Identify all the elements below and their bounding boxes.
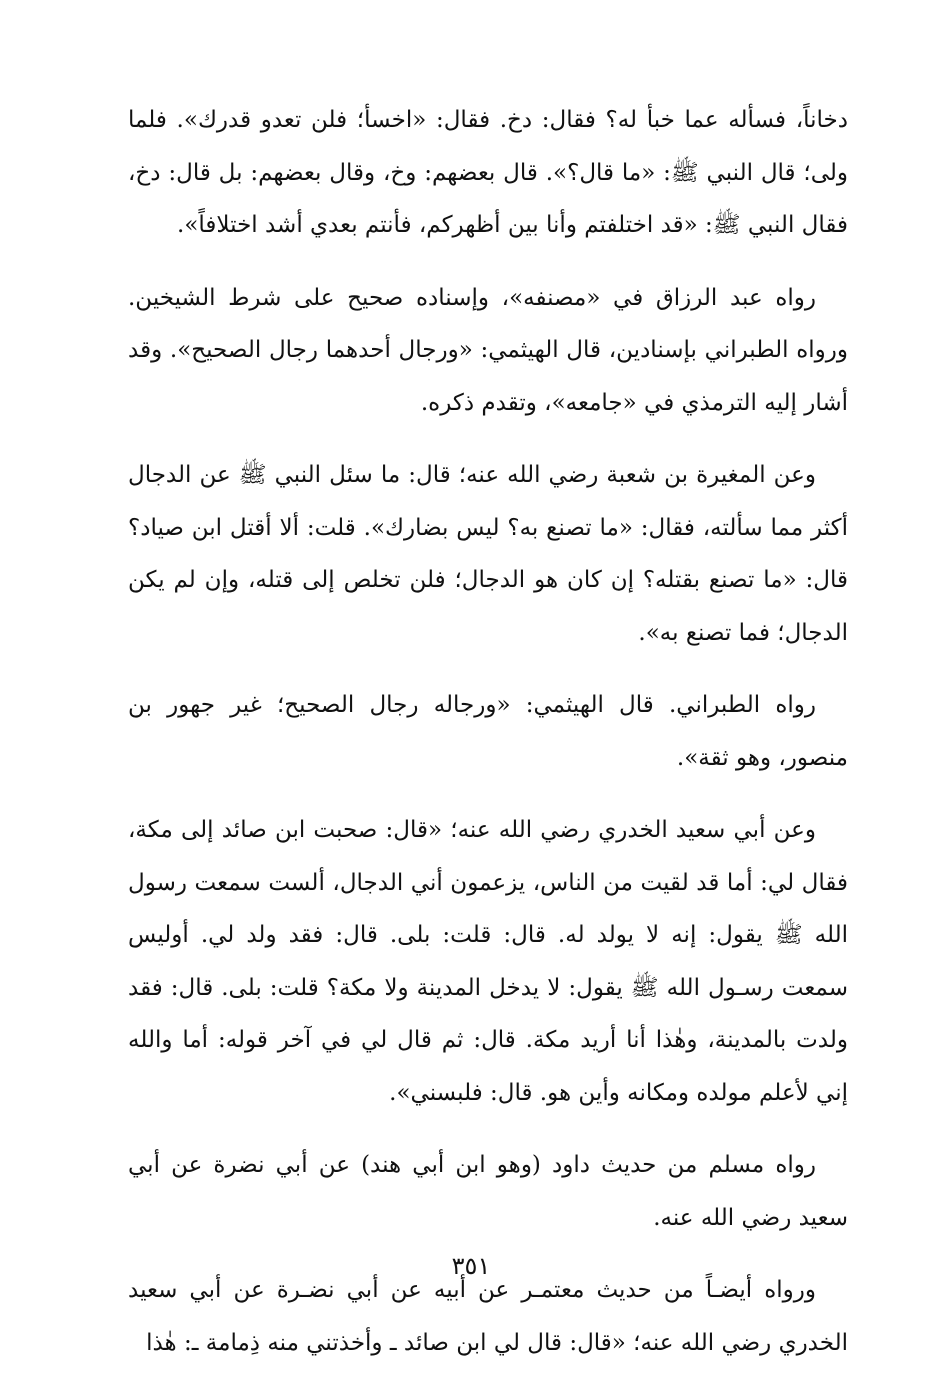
page-number: ٣٥١ bbox=[451, 1252, 491, 1280]
paragraph-tabarani-source: رواه الطبراني. قال الهيثمي: «ورجاله رجال الصحيح؛ غير جهور بن منصور، وهو ثقة». bbox=[128, 692, 848, 771]
page-body bbox=[128, 94, 848, 1389]
paragraph-abdulrazzaq-source: رواه عبد الرزاق في «مصنفه»، وإسناده صحيح على شرط الشيخين. ورواه الطبراني بإسنادين، قال الهيثمي: «ورجال أحدهما رجال الصحيح». وقد أشار إليه الترمذي في «جامعه»، وتقدم ذكره. bbox=[128, 284, 848, 416]
paragraph-abu-saeed-hadith: وعن أبي سعيد الخدري رضي الله عنه؛ «قال: صحبت ابن صائد إلى مكة، فقال لي: أما قد لقيت من الناس، يزعمون أني الدجال، ألست سمعت رسول الله ﷺ يقول: إنه لا يولد له. قال: قلت: بلى. قال: فقد ولد لي. أوليس سمعت رسـول الله ﷺ يقول: لا يدخل المدينة ولا مكة؟ قلت: بلى. قال: فقد ولدت بالمدينة، وهٰذا أنا أريد مكة. قال: ثم قال لي في آخر قوله: أما والله إني لأعلم مولده ومكانه وأين هو. قال: فلبسني». bbox=[128, 817, 848, 1106]
paragraph-muslim-source: رواه مسلم من حديث داود (وهو ابن أبي هند) عن أبي نضرة عن أبي سعيد رضي الله عنه. bbox=[128, 1152, 848, 1231]
paragraph-mughira-hadith: وعن المغيرة بن شعبة رضي الله عنه؛ قال: ما سئل النبي ﷺ عن الدجال أكثر مما سألته، فقال: «ما تصنع به؟ ليس بضارك». قلت: ألا أقتل ابن صياد؟ قال: «ما تصنع بقتله؟ إن كان هو الدجال؛ فلن تخلص إلى قتله، وإن لم يكن الدجال؛ فما تصنع به». bbox=[128, 462, 848, 646]
paragraph-hadith-dukh: دخاناً، فسأله عما خبأ له؟ فقال: دخ. فقال: «اخسأ؛ فلن تعدو قدرك». فلما ولى؛ قال النبي ﷺ: «ما قال؟». قال بعضهم: وخ، وقال بعضهم: بل قال: دخ، فقال النبي ﷺ: «قد اختلفتم وأنا بين أظهركم، فأنتم بعدي أشد اختلافاً». bbox=[128, 107, 848, 238]
paragraph-muslim-second-narration: ورواه أيضـاً من حديث معتمـر عن أبيه عن أبي نضـرة عن أبي سعيد الخدري رضي الله عنه؛ «قال: قال لي ابن صائد ـ وأخذتني منه ذِمامة ـ: هٰذا bbox=[128, 1277, 848, 1356]
